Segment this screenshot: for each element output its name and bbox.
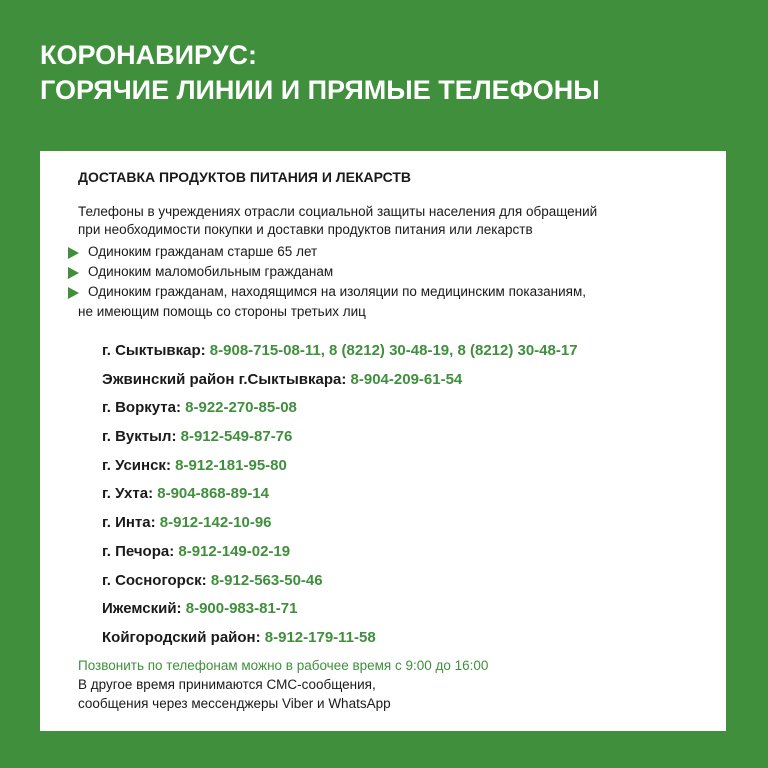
list-item: [66, 242, 706, 262]
city-label: г. Усинск:: [102, 456, 171, 474]
phone-number: 8-904-209-61-54: [350, 370, 463, 388]
bullet-list: [66, 242, 706, 322]
phone-row: [102, 509, 578, 538]
phone-number: 8-904-868-89-14: [157, 485, 269, 503]
bullet-text: Одиноким гражданам, находящимся на изоляции по медицинским показаниям,: [88, 284, 586, 299]
phone-number: 8-912-181-95-80: [175, 456, 287, 474]
phone-number: 8-908-715-08-11, 8 (8212) 30-48-19, 8 (8212) 30-48-17: [209, 342, 578, 359]
phone-row: [102, 394, 578, 423]
phone-number: 8-900-983-81-71: [185, 600, 298, 618]
phone-number: 8-912-563-50-46: [210, 571, 323, 589]
city-label: Койгородский район:: [102, 628, 261, 646]
phone-row: [102, 595, 578, 624]
triangle-bullet-icon: [68, 287, 79, 299]
phone-row: [102, 567, 578, 596]
bullet-text: Одиноким маломобильным гражданам: [88, 264, 334, 279]
triangle-bullet-icon: [68, 247, 79, 259]
phone-row: [102, 423, 578, 452]
title-line-1: КОРОНАВИРУС:: [40, 40, 257, 70]
city-label: г. Вуктыл:: [102, 428, 177, 446]
footer-note: [78, 656, 488, 713]
info-card: [40, 151, 726, 731]
city-label: г. Печора:: [102, 542, 175, 560]
page-title: [40, 38, 600, 108]
list-item-continuation: [66, 302, 706, 322]
city-label: Эжвинский район г.Сыктывкара:: [102, 370, 347, 388]
phone-row: [102, 624, 578, 653]
phone-number: 8-912-142-10-96: [159, 514, 272, 532]
triangle-bullet-icon: [68, 267, 79, 279]
phone-number: 8-912-179-11-58: [264, 628, 376, 646]
phone-list: [102, 337, 578, 653]
phone-row: [102, 538, 578, 567]
intro-text: [78, 203, 698, 239]
city-label: г. Ухта:: [102, 485, 154, 503]
bullet-text: не имеющим помощь со стороны третьих лиц: [78, 304, 366, 319]
phone-row: [102, 480, 578, 509]
city-label: г. Сосногорск:: [102, 571, 207, 589]
phone-number: 8-922-270-85-08: [185, 399, 297, 417]
city-label: г. Сыктывкар:: [102, 342, 206, 359]
bullet-text: Одиноким гражданам старше 65 лет: [88, 244, 318, 259]
title-line-2: ГОРЯЧИЕ ЛИНИИ И ПРЯМЫЕ ТЕЛЕФОНЫ: [40, 75, 600, 105]
working-hours: Позвонить по телефонам можно в рабочее время с 9:00 до 16:00: [78, 658, 489, 673]
phone-number: 8-912-549-87-76: [180, 428, 293, 446]
section-title: ДОСТАВКА ПРОДУКТОВ ПИТАНИЯ И ЛЕКАРСТВ: [78, 169, 412, 185]
city-label: Ижемский:: [102, 600, 182, 618]
city-label: г. Инта:: [102, 514, 156, 532]
city-label: г. Воркута:: [102, 399, 181, 417]
footer-line-2: В другое время принимаются СМС-сообщения,: [78, 677, 376, 692]
footer-line-3: сообщения через мессенджеры Viber и WhatsApp: [78, 696, 391, 711]
list-item: [66, 262, 706, 282]
list-item: [66, 282, 706, 302]
phone-number: 8-912-149-02-19: [178, 542, 291, 560]
phone-row: [102, 366, 578, 395]
intro-line-2: при необходимости покупки и доставки продуктов питания или лекарств: [78, 222, 533, 237]
phone-row: [102, 452, 578, 481]
intro-line-1: Телефоны в учреждениях отрасли социальной защиты населения для обращений: [78, 204, 598, 219]
phone-row: [102, 337, 578, 366]
